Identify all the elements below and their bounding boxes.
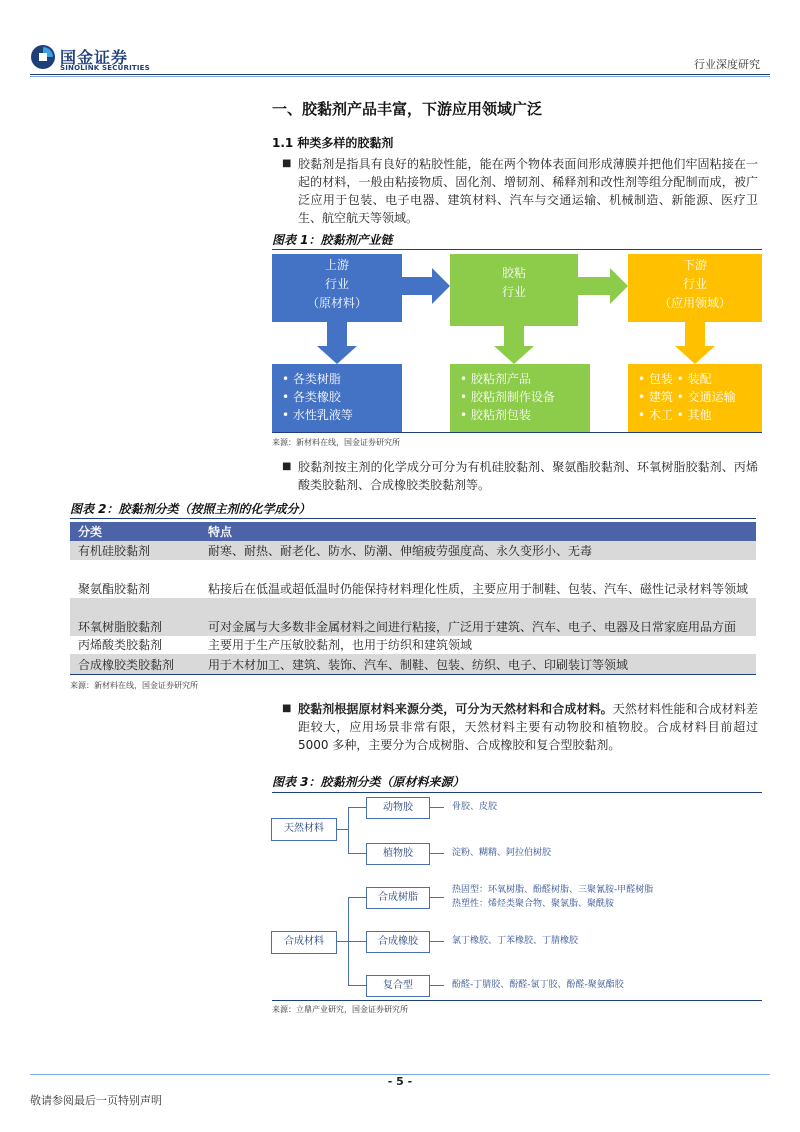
table-cell-name: 丙烯酸类胶黏剂: [78, 638, 163, 652]
paragraph-chemical-classification: 胶黏剂按主剂的化学成分可分为有机硅胶黏剂、聚氨酯胶黏剂、环氧树脂胶黏剂、丙烯酸类胶黏剂、合成橡胶类胶黏剂等。: [298, 460, 758, 492]
bullet-icon: ■: [282, 158, 292, 169]
report-type-label: 行业深度研究: [694, 58, 760, 71]
list-item: • 包装 • 装配: [638, 372, 712, 386]
table-cell-name: 有机硅胶黏剂: [70, 541, 200, 560]
table-row: [70, 654, 756, 674]
connector-line: [428, 853, 444, 854]
node-synthetic-rubber: 合成橡胶: [366, 931, 430, 953]
figure1-source: 来源：新材料在线，国金证券研究所: [272, 438, 400, 447]
midstream-label-2: 行业: [501, 285, 526, 299]
leaf-resin-thermoplastic: 热塑性：烯烃类聚合物、聚氯脂、聚酰胺: [452, 899, 615, 909]
figure3-title: 图表 3：胶黏剂分类（原材料来源）: [272, 775, 465, 789]
midstream-label-1: 胶粘: [501, 266, 526, 280]
arrow-down-icon: [317, 320, 357, 364]
connector-line: [348, 853, 366, 854]
classification-table: [70, 522, 756, 675]
paragraph-bold-lead: 胶黏剂根据原材料来源分类，可分为天然材料和合成材料。: [298, 702, 613, 716]
connector-line: [348, 985, 366, 986]
table-row: [70, 636, 756, 654]
connector-line: [348, 807, 349, 853]
figure3-bottom-rule: [272, 1000, 762, 1001]
upstream-box: [272, 254, 402, 322]
leaf-plant-glue-desc: 淀粉、糊精、阿拉伯树胶: [452, 848, 552, 858]
paragraph-intro: 胶黏剂是指具有良好的粘胶性能，能在两个物体表面间形成薄膜并把他们牢固粘接在一起的材料，一般由粘接物质、固化剂、增韧剂、稀释剂和改性剂等组分配制而成，被广泛应用于包装、电子电器、建筑材料、汽车与交通运输、机械制造、新能源、医疗卫生、航空航天等领域。: [298, 157, 758, 225]
figure1-title: 图表 1：胶黏剂产业链: [272, 233, 393, 247]
downstream-label-2: 行业: [682, 277, 707, 291]
subsection-title: 1.1 种类多样的胶黏剂: [272, 136, 394, 150]
section-title: 一、胶黏剂产品丰富，下游应用领域广泛: [272, 100, 543, 118]
list-item: • 各类橡胶: [282, 390, 341, 404]
list-item: • 胶粘剂包装: [460, 408, 531, 422]
list-item: • 建筑 • 交通运输: [638, 390, 736, 404]
node-synthetic-material: 合成材料: [271, 931, 337, 954]
upstream-label-1: 上游: [324, 258, 349, 272]
connector-line: [428, 985, 444, 986]
header-divider-light: [30, 76, 770, 77]
table2-title-rule: [70, 518, 756, 519]
upstream-items-box: [272, 364, 402, 432]
list-item: • 胶粘剂制作设备: [460, 390, 555, 404]
table-row: [70, 560, 756, 598]
footer-disclaimer: 敬请参阅最后一页特别声明: [30, 1094, 162, 1107]
node-plant-glue: 植物胶: [366, 843, 430, 865]
connector-line: [336, 941, 348, 942]
table2-source: 来源：新材料在线，国金证券研究所: [70, 681, 198, 690]
downstream-box: [628, 254, 762, 322]
table-cell-desc: 用于木材加工、建筑、装饰、汽车、制鞋、包装、纺织、电子、印刷装订等领域: [200, 654, 756, 674]
leaf-resin-thermoset: 热固型：环氧树脂、酚醛树脂、三聚氰胺-甲醛树脂: [452, 885, 654, 895]
list-item: • 木工 • 其他: [638, 408, 712, 422]
arrow-right-icon: [578, 268, 628, 304]
table-cell-desc: 粘接后在低温或超低温时仍能保持材料理化性质，主要应用于制鞋、包装、汽车、磁性记录材料等领域: [208, 582, 749, 596]
downstream-items-box: [628, 364, 762, 432]
table-header-row: [70, 522, 756, 541]
connector-line: [428, 897, 444, 898]
node-synthetic-resin: 合成树脂: [366, 887, 430, 909]
list-item: • 各类树脂: [282, 372, 341, 386]
table2-title: 图表 2：胶黏剂分类（按照主剂的化学成分）: [70, 502, 311, 516]
leaf-composite-desc: 酚醛-丁腈胶、酚醛-氯丁胶、酚醛-聚氨酯胶: [452, 980, 624, 990]
connector-line: [428, 807, 444, 808]
table-cell-name: 聚氨酯胶黏剂: [78, 582, 151, 596]
node-animal-glue: 动物胶: [366, 797, 430, 819]
connector-line: [348, 941, 366, 942]
figure1-bottom-rule: [272, 432, 762, 433]
paragraph-source-classification: [298, 700, 758, 754]
sinolink-logo-icon: [30, 44, 56, 70]
upstream-label-2: 行业: [324, 277, 349, 291]
downstream-label-3: （应用领域）: [658, 296, 731, 310]
arrow-down-icon: [494, 316, 534, 364]
list-item: • 水性乳液等: [282, 408, 353, 422]
figure3-source: 来源：立鼎产业研究，国金证券研究所: [272, 1005, 408, 1014]
table-cell-desc: 耐寒、耐热、耐老化、防水、防潮、伸缩疲劳强度高、永久变形小、无毒: [200, 541, 756, 560]
midstream-items-box: [450, 364, 590, 432]
leaf-animal-glue-desc: 骨胶、皮胶: [452, 802, 498, 812]
connector-line: [428, 941, 444, 942]
leaf-rubber-desc: 氯丁橡胶、丁苯橡胶、丁腈橡胶: [452, 936, 579, 946]
figure1-title-rule: [272, 249, 762, 250]
arrow-right-icon: [402, 268, 450, 304]
table-cell-desc: 主要用于生产压敏胶黏剂，也用于纺织和建筑领域: [208, 638, 473, 652]
node-composite: 复合型: [366, 975, 430, 997]
table-header-category: 分类: [70, 522, 200, 541]
connector-line: [348, 897, 366, 898]
logo-english-name: SINOLINK SECURITIES: [60, 64, 150, 72]
connector-line: [336, 829, 348, 830]
arrow-down-icon: [675, 320, 715, 364]
table-cell-name: 环氧树脂胶黏剂: [70, 598, 200, 636]
downstream-label-1: 下游: [682, 258, 707, 272]
table-cell-desc: 可对金属与大多数非金属材料之间进行粘接，广泛用于建筑、汽车、电子、电器及日常家庭用品方面: [200, 598, 756, 636]
logo-chinese-name: 国金证券: [60, 48, 129, 67]
node-natural-material: 天然材料: [271, 818, 337, 841]
table-cell-name: 合成橡胶类胶黏剂: [70, 654, 200, 674]
bullet-icon: ■: [282, 703, 292, 714]
figure3-title-rule: [272, 792, 762, 793]
list-item: • 胶粘剂产品: [460, 372, 531, 386]
bullet-icon: ■: [282, 461, 292, 472]
upstream-label-3: （原材料）: [306, 296, 367, 310]
paragraph-body: 天然材料性能和合成材料差距较大，应用场景非常有限，天然材料主要有动物胶和植物胶。合成材料目前超过 5000 多种，主要分为合成树脂、合成橡胶和复合型胶黏剂。: [298, 702, 758, 752]
table-header-feature: 特点: [200, 522, 756, 541]
page-number: - 5 -: [387, 1075, 413, 1088]
table-row: [70, 598, 756, 636]
header-divider: [30, 74, 770, 75]
table-row: [70, 541, 756, 560]
connector-line: [348, 807, 366, 808]
